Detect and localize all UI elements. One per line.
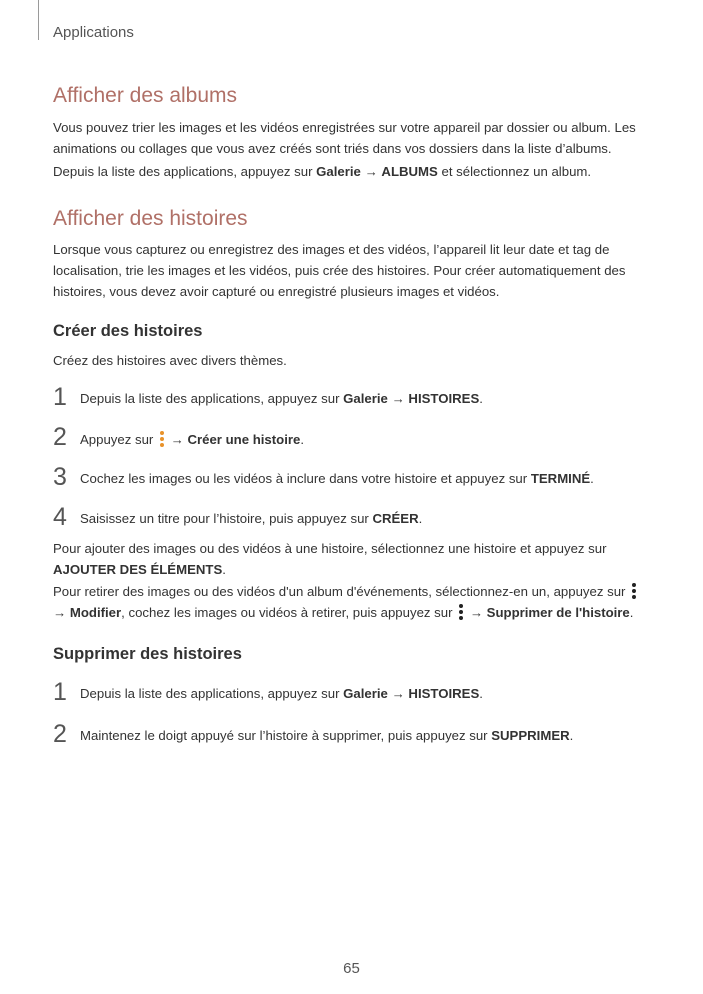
step-number: 1 bbox=[53, 678, 67, 706]
create-intro: Créez des histoires avec divers thèmes. bbox=[53, 353, 287, 368]
step-number: 3 bbox=[53, 463, 67, 491]
step-number: 2 bbox=[53, 423, 67, 451]
delete-step-1: 1 Depuis la liste des applications, appuyez sur Galerie → HISTOIRES. bbox=[53, 678, 483, 706]
page-number: 65 bbox=[343, 960, 360, 977]
albums-label: ALBUMS bbox=[381, 164, 438, 179]
stories-paragraph: Lorsque vous capturez ou enregistrez des images et des vidéos, l’appareil lit leur date et tag de localisation, trie les images et les vidéos, puis crée des histoires. Pour créer automatiquement des histoires, vous devez avoir capturé ou enregistré plusieurs images et vidéos. bbox=[53, 242, 626, 299]
step-number: 4 bbox=[53, 503, 67, 531]
create-step-1: 1 Depuis la liste des applications, appuyez sur Galerie → HISTOIRES. bbox=[53, 383, 483, 411]
more-options-icon bbox=[458, 604, 464, 621]
add-elements-note: Pour ajouter des images ou des vidéos à une histoire, sélectionnez une histoire et appuyez sur AJOUTER DES ÉLÉMENTS. bbox=[53, 541, 607, 577]
section-header: Applications bbox=[53, 24, 134, 41]
more-options-icon bbox=[631, 583, 637, 600]
more-options-icon bbox=[159, 431, 165, 448]
stories-heading: Afficher des histoires bbox=[53, 207, 248, 230]
delete-step-2: 2 Maintenez le doigt appuyé sur l’histoire à supprimer, puis appuyez sur SUPPRIMER. bbox=[53, 720, 574, 748]
step-number: 2 bbox=[53, 720, 67, 748]
remove-elements-note: Pour retirer des images ou des vidéos d'un album d'événements, sélectionnez-en un, appuyez sur → Modifier, cochez les images ou vidéos à retirer, puis appuyez sur → Supprimer de l'histoire. bbox=[53, 581, 643, 623]
albums-paragraph: Vous pouvez trier les images et les vidéos enregistrées sur votre appareil par dossier ou album. Les animations ou collages que vous avez créés sont triés dans vos dossiers dans la liste d’albums. bbox=[53, 120, 636, 156]
gallery-label: Galerie bbox=[316, 164, 361, 179]
create-stories-heading: Créer des histoires bbox=[53, 322, 203, 340]
create-step-2: 2 Appuyez sur → Créer une histoire. bbox=[53, 423, 305, 451]
delete-stories-heading: Supprimer des histoires bbox=[53, 645, 242, 663]
albums-instruction: Depuis la liste des applications, appuyez sur Galerie → ALBUMS et sélectionnez un album. bbox=[53, 164, 592, 179]
create-step-3: 3 Cochez les images ou les vidéos à inclure dans votre histoire et appuyez sur TERMINÉ. bbox=[53, 463, 594, 491]
create-step-4: 4 Saisissez un titre pour l’histoire, puis appuyez sur CRÉER. bbox=[53, 503, 423, 531]
header-rule bbox=[38, 0, 39, 40]
step-number: 1 bbox=[53, 383, 67, 411]
albums-heading: Afficher des albums bbox=[53, 84, 238, 107]
